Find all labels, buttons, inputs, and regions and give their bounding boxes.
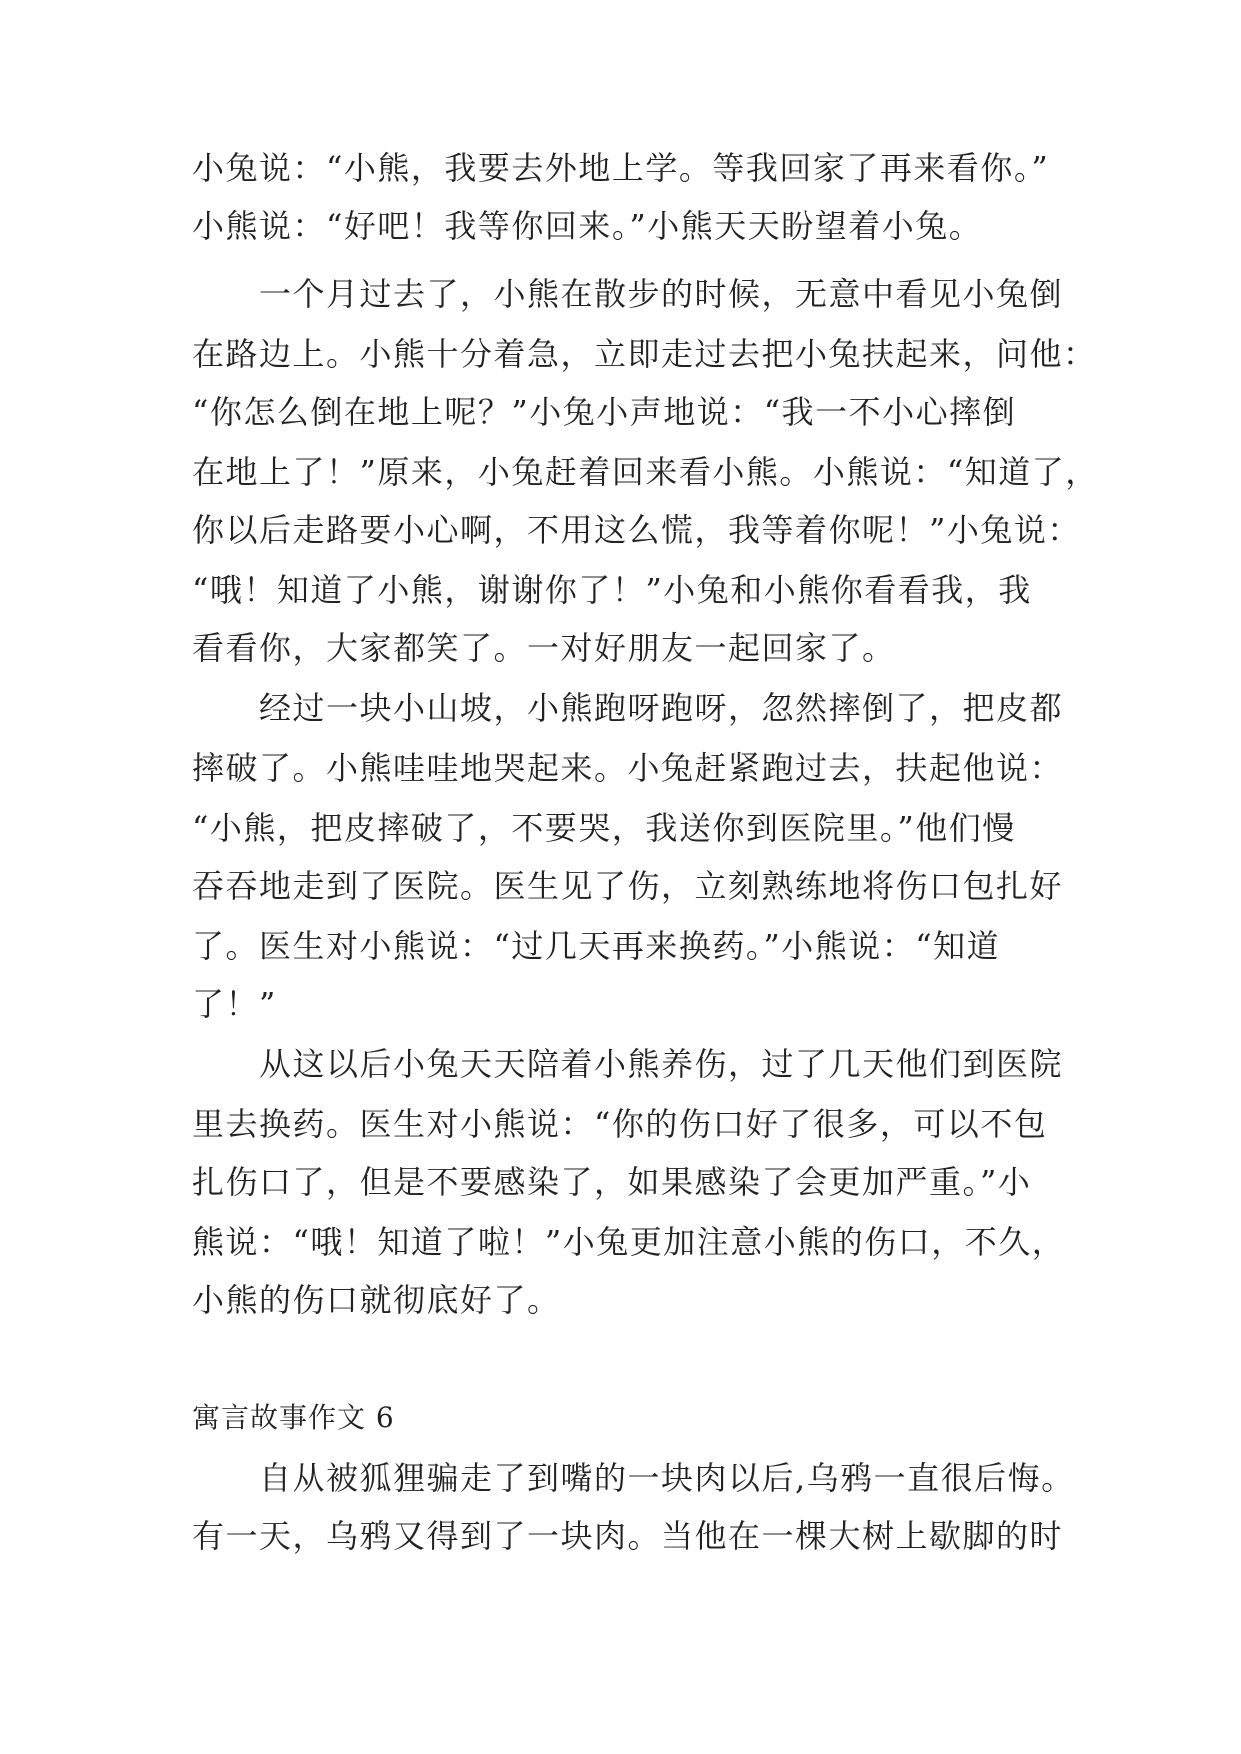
- section-title: 寓言故事作文 6: [192, 1401, 395, 1434]
- text-line: 在路边上。小熊十分着急，立即走过去把小兔扶起来，问他：: [192, 335, 1097, 373]
- text-line: 小熊的伤口就彻底好了。: [192, 1281, 561, 1319]
- text-line: 一个月过去了，小熊在散步的时候，无意中看见小兔倒: [192, 275, 1064, 313]
- text-line: 经过一块小山坡，小熊跑呀跑呀，忽然摔倒了，把皮都: [192, 689, 1064, 727]
- text-line: 小兔说：“小熊，我要去外地上学。等我回家了再来看你。”: [192, 149, 1050, 187]
- text-line: 吞吞地走到了医院。医生见了伤，立刻熟练地将伤口包扎好: [192, 867, 1064, 905]
- text-line: 扎伤口了，但是不要感染了，如果感染了会更加严重。”小: [192, 1163, 1032, 1201]
- text-line: 自从被狐狸骗走了到嘴的一块肉以后,乌鸦一直很后悔。: [192, 1459, 1075, 1497]
- text-line: 小熊说：“好吧！我等你回来。”小熊天天盼望着小兔。: [192, 207, 983, 245]
- text-line: “你怎么倒在地上呢？”小兔小声地说：“我一不小心摔倒: [192, 393, 1017, 431]
- text-line: 了。医生对小熊说：“过几天再来换药。”小熊说：“知道: [192, 927, 1001, 965]
- text-line: “小熊，把皮摔破了，不要哭，我送你到医院里。”他们慢: [192, 809, 1016, 847]
- text-line: 在地上了！”原来，小兔赶着回来看小熊。小熊说：“知道了，: [192, 453, 1099, 491]
- text-line: 熊说：“哦！知道了啦！”小兔更加注意小熊的伤口，不久，: [192, 1223, 1066, 1261]
- text-line: 里去换药。医生对小熊说：“你的伤口好了很多，可以不包: [192, 1105, 1048, 1143]
- text-line: 有一天，乌鸦又得到了一块肉。当他在一棵大树上歇脚的时: [192, 1517, 1064, 1555]
- text-line: 摔破了。小熊哇哇地哭起来。小兔赶紧跑过去，扶起他说：: [192, 749, 1064, 787]
- text-line: “哦！知道了小熊，谢谢你了！”小兔和小熊你看看我，我: [192, 571, 1032, 609]
- text-line: 了！”: [192, 985, 277, 1023]
- text-line: 你以后走路要小心啊，不用这么慌，我等着你呢！”小兔说：: [192, 511, 1081, 549]
- text-line: 从这以后小兔天天陪着小熊养伤，过了几天他们到医院: [192, 1045, 1064, 1083]
- text-line: 看看你，大家都笑了。一对好朋友一起回家了。: [192, 629, 896, 667]
